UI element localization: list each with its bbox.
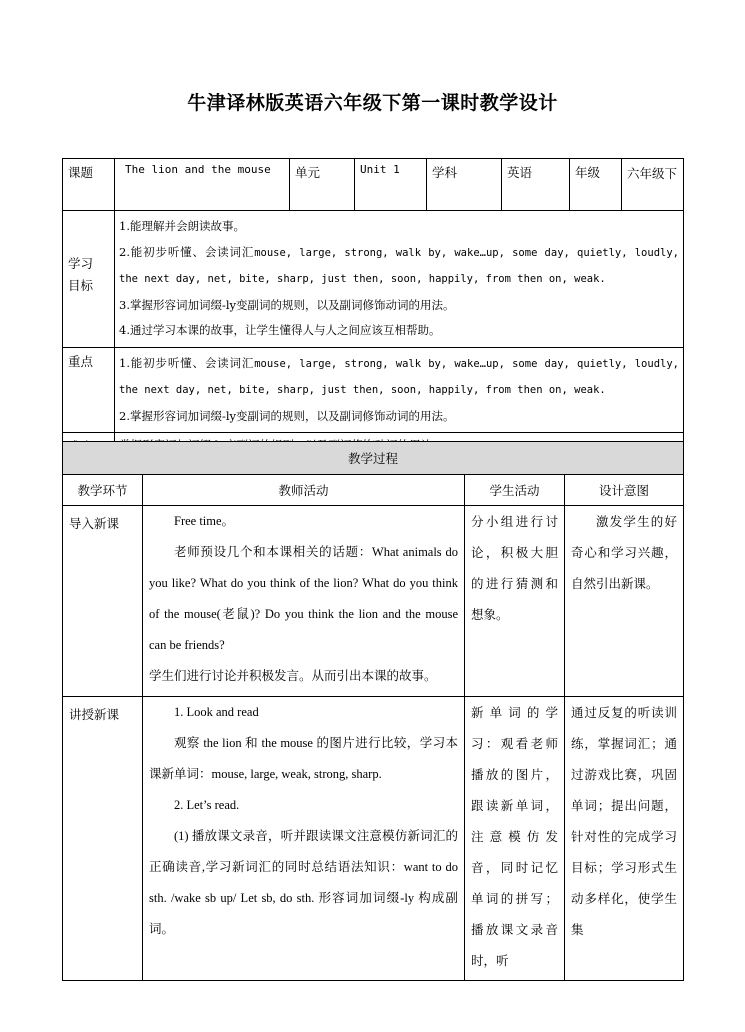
col-header-teacher: 教师活动	[143, 475, 465, 506]
design-intent-new-lesson: 通过反复的听读训练，掌握词汇；通过游戏比赛，巩固单词；提出问题，针对性的完成学习目标；学习形式生动多样化，使学生集	[565, 697, 684, 981]
objectives-content	[115, 211, 684, 348]
table-row	[63, 506, 684, 697]
stage-intro: 导入新课	[63, 506, 143, 697]
objective-2-cn: 2.能初步听懂、会读词汇	[119, 244, 255, 259]
teaching-process-table	[62, 441, 684, 981]
topic-value: The lion and the mouse	[115, 159, 290, 211]
objectives-label	[63, 211, 115, 348]
key-points-label: 重点	[63, 347, 115, 433]
design-intent-intro: 激发学生的好奇心和学习兴趣，自然引出新课。	[565, 506, 684, 697]
document-title: 牛津译林版英语六年级下第一课时教学设计	[187, 92, 558, 114]
process-heading: 教学过程	[63, 442, 684, 475]
grade-label: 年级	[570, 159, 622, 211]
unit-value: Unit 1	[355, 159, 427, 211]
stage-new-lesson: 讲授新课	[63, 697, 143, 981]
topic-label: 课题	[63, 159, 115, 211]
key-point-1-cn: 1.能初步听懂、会读词汇	[119, 355, 255, 370]
teacher-intro-p2: 老师预设几个和本课相关的话题：What animals do you like? What do you think of the lion? What do you think of the mouse(老鼠)? Do you think the lion and the mouse can be friends?	[149, 545, 458, 652]
key-points-content	[115, 347, 684, 433]
lesson-info-table	[62, 158, 684, 460]
teacher-activity-new-lesson	[143, 697, 465, 981]
objective-3: 3.掌握形容词加词缀-ly变副词的规则，以及副词修饰动词的用法。	[119, 297, 455, 312]
subject-value: 英语	[502, 159, 570, 211]
unit-label: 单元	[290, 159, 355, 211]
table-row	[63, 697, 684, 981]
objective-2-en: mouse, large, strong, walk by, wake…up, some day, quietly, loudly, the next day, net, bite, sharp, just then, soon, happily, from then on, weak.	[119, 246, 679, 285]
objective-4: 4.通过学习本课的故事，让学生懂得人与人之间应该互相帮助。	[119, 323, 441, 337]
objective-1: 1.能理解并会朗读故事。	[119, 219, 245, 233]
col-header-student: 学生活动	[465, 475, 565, 506]
teacher-new-p1: 1. Look and read	[174, 705, 259, 719]
student-activity-intro: 分小组进行讨论，积极大胆的进行猜测和想象。	[465, 506, 565, 697]
objective-2	[119, 240, 679, 293]
objectives-label-text: 学习目标	[68, 256, 94, 293]
subject-label: 学科	[427, 159, 502, 211]
teacher-new-p3: 2. Let’s read.	[174, 798, 240, 812]
teacher-activity-intro	[143, 506, 465, 697]
col-header-intent: 设计意图	[565, 475, 684, 506]
teacher-intro-p3: 学生们进行讨论并积极发言。从而引出本课的故事。	[149, 669, 437, 683]
teacher-new-p2: 观察 the lion 和 the mouse 的图片进行比较，学习本课新单词：mouse, large, weak, strong, sharp.	[149, 736, 458, 781]
grade-value: 六年级下	[622, 159, 684, 211]
key-point-1	[119, 351, 679, 404]
key-point-1-en: mouse, large, strong, walk by, wake…up, some day, quietly, loudly, the next day, net, bite, sharp, just then, soon, happily, from then on, weak.	[119, 357, 679, 396]
key-point-2: 2.掌握形容词加词缀-ly变副词的规则，以及副词修饰动词的用法。	[119, 408, 455, 423]
teacher-intro-p1: Free time。	[174, 514, 235, 528]
student-activity-new-lesson: 新单词的学习：观看老师播放的图片，跟读新单词，注意模仿发音，同时记忆单词的拼写；播放课文录音时，听	[465, 697, 565, 981]
col-header-stage: 教学环节	[63, 475, 143, 506]
teacher-new-p4: (1) 播放课文录音，听并跟读课文注意模仿新词汇的正确读音,学习新词汇的同时总结语法知识：want to do sth. /wake sb up/ Let sb, do sth. 形容词加词缀-ly 构成副词。	[149, 829, 458, 936]
